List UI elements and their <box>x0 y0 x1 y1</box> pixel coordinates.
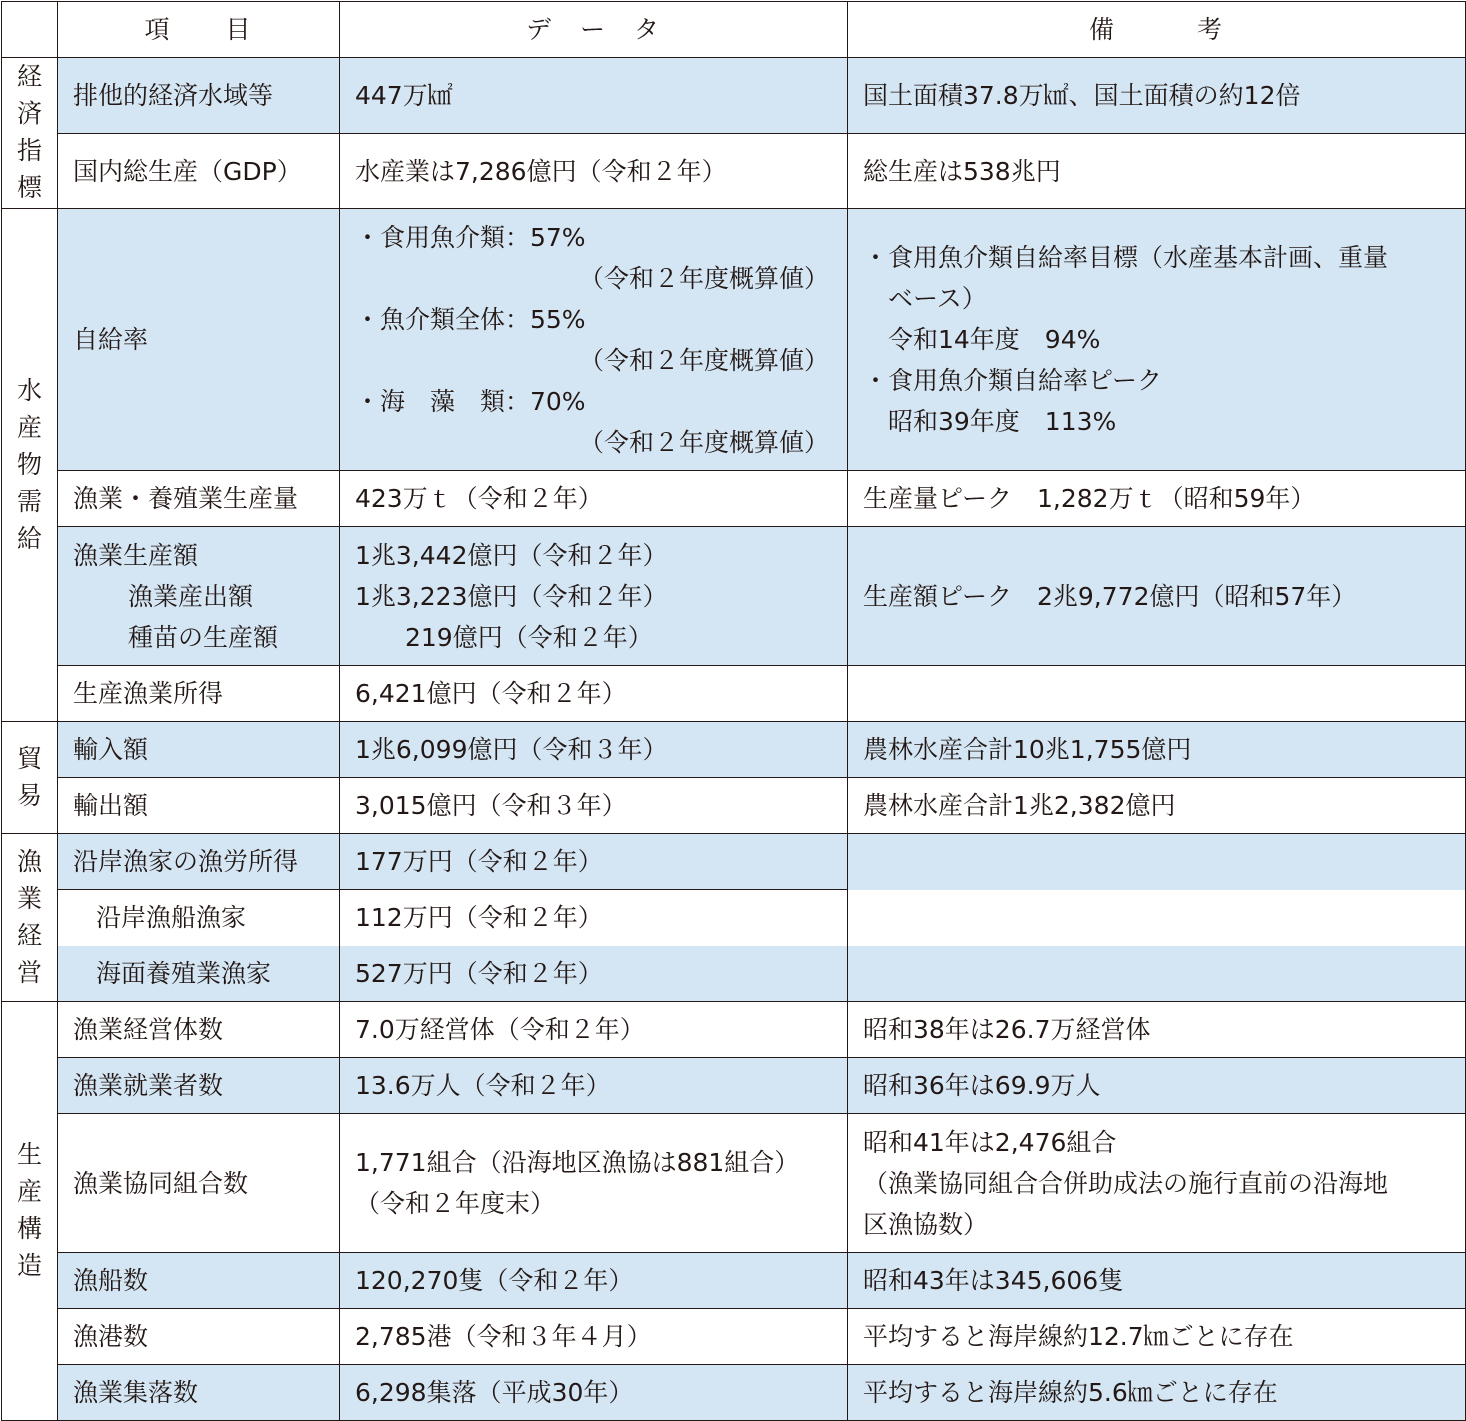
item-cell: 漁業経営体数 <box>58 1002 340 1058</box>
data-cell: 6,298集落（平成30年） <box>340 1365 848 1421</box>
data-cell: ・食用魚介類：57% （令和２年度概算値） ・魚介類全体：55% （令和２年度概算値） ・海 藻 類：70% （令和２年度概算値） <box>340 209 848 471</box>
notes-cell: 昭和41年は2,476組合 （漁業協同組合合併助成法の施行直前の沿海地 区漁協数） <box>848 1114 1466 1253</box>
data-cell: 13.6万人（令和２年） <box>340 1058 848 1114</box>
table-row <box>2 1253 1466 1309</box>
notes-cell: 総生産は538兆円 <box>848 134 1466 209</box>
data-cell: 6,421億円（令和２年） <box>340 666 848 722</box>
data-cell: 177万円（令和２年） <box>340 834 848 890</box>
table-row <box>2 722 1466 778</box>
data-cell: 447万㎢ <box>340 58 848 134</box>
fisheries-summary-table <box>1 1 1466 1421</box>
data-cell: 112万円（令和２年） <box>340 890 848 946</box>
data-cell: 2,785港（令和３年４月） <box>340 1309 848 1365</box>
table-row <box>2 946 1466 1002</box>
data-cell: 水産業は7,286億円（令和２年） <box>340 134 848 209</box>
notes-cell <box>848 946 1466 1002</box>
notes-cell: ・食用魚介類自給率目標（水産基本計画、重量 ベース） 令和14年度 94% ・食用魚介類自給率ピーク 昭和39年度 113% <box>848 209 1466 471</box>
table-row <box>2 1058 1466 1114</box>
notes-cell: 生産額ピーク 2兆9,772億円（昭和57年） <box>848 527 1466 666</box>
notes-cell: 生産量ピーク 1,282万ｔ（昭和59年） <box>848 471 1466 527</box>
item-cell: 漁業就業者数 <box>58 1058 340 1114</box>
table-row <box>2 1002 1466 1058</box>
data-cell: 423万ｔ（令和２年） <box>340 471 848 527</box>
table-row <box>2 890 1466 946</box>
data-cell: 527万円（令和２年） <box>340 946 848 1002</box>
item-cell: 沿岸漁家の漁労所得 <box>58 834 340 890</box>
group-label-structure: 生産構造 <box>2 1002 58 1421</box>
item-cell: 輸出額 <box>58 778 340 834</box>
notes-cell: 昭和43年は345,606隻 <box>848 1253 1466 1309</box>
notes-cell <box>848 666 1466 722</box>
table-row <box>2 527 1466 666</box>
header-notes: 備 考 <box>848 2 1466 58</box>
notes-cell: 平均すると海岸線約12.7㎞ごとに存在 <box>848 1309 1466 1365</box>
data-cell: 1,771組合（沿海地区漁協は881組合） （令和２年度末） <box>340 1114 848 1253</box>
table-row <box>2 1365 1466 1421</box>
group-label-economy: 経済指標 <box>2 58 58 209</box>
item-cell: 海面養殖業漁家 <box>58 946 340 1002</box>
notes-cell: 農林水産合計1兆2,382億円 <box>848 778 1466 834</box>
item-cell: 国内総生産（GDP） <box>58 134 340 209</box>
header-item: 項 目 <box>58 2 340 58</box>
data-cell: 1兆6,099億円（令和３年） <box>340 722 848 778</box>
item-cell: 漁業生産額 漁業産出額 種苗の生産額 <box>58 527 340 666</box>
notes-cell <box>848 890 1466 946</box>
item-cell: 漁業集落数 <box>58 1365 340 1421</box>
table-row <box>2 778 1466 834</box>
item-cell: 輸入額 <box>58 722 340 778</box>
notes-cell: 国土面積37.8万㎢、国土面積の約12倍 <box>848 58 1466 134</box>
table-row <box>2 209 1466 471</box>
item-cell: 漁港数 <box>58 1309 340 1365</box>
table-row <box>2 834 1466 890</box>
table-row <box>2 471 1466 527</box>
group-label-supply: 水産物需給 <box>2 209 58 722</box>
header-group-cell <box>2 2 58 58</box>
table-row <box>2 134 1466 209</box>
item-cell: 自給率 <box>58 209 340 471</box>
notes-cell: 昭和38年は26.7万経営体 <box>848 1002 1466 1058</box>
table-row <box>2 1309 1466 1365</box>
item-cell: 沿岸漁船漁家 <box>58 890 340 946</box>
notes-cell: 昭和36年は69.9万人 <box>848 1058 1466 1114</box>
notes-cell: 平均すると海岸線約5.6㎞ごとに存在 <box>848 1365 1466 1421</box>
notes-cell <box>848 834 1466 890</box>
item-cell: 漁船数 <box>58 1253 340 1309</box>
item-cell: 漁業協同組合数 <box>58 1114 340 1253</box>
header-row <box>2 2 1466 58</box>
data-cell: 120,270隻（令和２年） <box>340 1253 848 1309</box>
table-row <box>2 58 1466 134</box>
data-cell: 7.0万経営体（令和２年） <box>340 1002 848 1058</box>
table-row <box>2 666 1466 722</box>
notes-cell: 農林水産合計10兆1,755億円 <box>848 722 1466 778</box>
item-cell: 生産漁業所得 <box>58 666 340 722</box>
data-cell: 3,015億円（令和３年） <box>340 778 848 834</box>
data-cell: 1兆3,442億円（令和２年） 1兆3,223億円（令和２年） 219億円（令和２年） <box>340 527 848 666</box>
table-row <box>2 1114 1466 1253</box>
group-label-trade: 貿易 <box>2 722 58 834</box>
header-data: デ ー タ <box>340 2 848 58</box>
group-label-management: 漁業経営 <box>2 834 58 1002</box>
item-cell: 漁業・養殖業生産量 <box>58 471 340 527</box>
item-cell: 排他的経済水域等 <box>58 58 340 134</box>
